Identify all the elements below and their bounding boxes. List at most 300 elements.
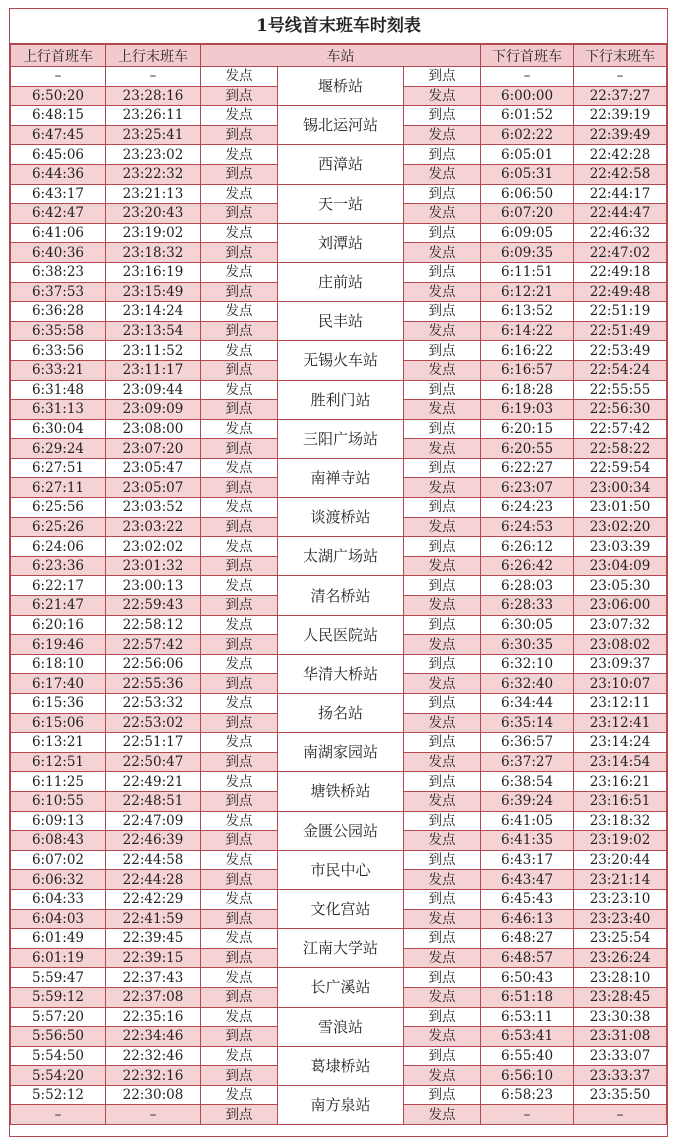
table-row [11,67,667,87]
up-last-time: 23:18:32 [106,243,201,263]
up-event: 到点 [201,556,278,576]
station-name: 民丰站 [278,302,404,341]
up-last-time: 23:08:00 [106,419,201,439]
up-first-time: 6:30:04 [11,419,106,439]
up-first-time: 5:57:20 [11,1007,106,1027]
station-name: 天一站 [278,184,404,223]
station-name: 葛埭桥站 [278,1046,404,1085]
down-last-time: 23:18:32 [574,811,667,831]
table-row [11,1007,667,1027]
table-row [11,498,667,518]
down-first-time: 6:56:10 [481,1066,574,1086]
up-first-time: 6:31:13 [11,400,106,420]
down-last-time: 22:49:18 [574,262,667,282]
timetable-sheet [9,8,668,1137]
up-event: 到点 [201,360,278,380]
up-last-time: 22:48:51 [106,791,201,811]
down-first-time: 6:39:24 [481,791,574,811]
station-name: 太湖广场站 [278,537,404,576]
up-last-time: 22:53:32 [106,694,201,714]
up-last-time: 22:32:46 [106,1046,201,1066]
down-event: 发点 [404,948,481,968]
down-first-time: – [481,1105,574,1125]
down-event: 到点 [404,772,481,792]
table-row [11,1085,667,1105]
up-last-time: 23:01:32 [106,556,201,576]
down-event: 到点 [404,1085,481,1105]
down-event: 到点 [404,929,481,949]
down-event: 到点 [404,889,481,909]
down-last-time: 23:21:14 [574,870,667,890]
up-first-time: 6:13:21 [11,733,106,753]
up-event: 到点 [201,164,278,184]
down-event: 到点 [404,106,481,126]
down-event: 到点 [404,341,481,361]
up-first-time: 6:27:51 [11,458,106,478]
up-first-time: 5:54:20 [11,1066,106,1086]
down-first-time: 6:07:20 [481,204,574,224]
table-row [11,145,667,165]
down-last-time: 23:04:09 [574,556,667,576]
down-event: 到点 [404,537,481,557]
table-row [11,302,667,322]
up-event: 到点 [201,791,278,811]
up-first-time: 6:19:46 [11,635,106,655]
down-first-time: 6:30:05 [481,615,574,635]
up-last-time: 22:51:17 [106,733,201,753]
up-last-time: 22:32:16 [106,1066,201,1086]
up-event: 到点 [201,909,278,929]
up-last-time: 22:41:59 [106,909,201,929]
up-first-time: 6:41:06 [11,223,106,243]
up-first-time: 6:33:21 [11,360,106,380]
header-down-first: 下行首班车 [481,45,574,67]
up-last-time: 22:46:39 [106,831,201,851]
header-up-first: 上行首班车 [11,45,106,67]
up-event: 发点 [201,576,278,596]
up-last-time: 23:21:13 [106,184,201,204]
down-last-time: 22:54:24 [574,360,667,380]
down-last-time: 23:06:00 [574,596,667,616]
down-event: 发点 [404,1027,481,1047]
down-event: 发点 [404,243,481,263]
down-event: 发点 [404,282,481,302]
down-last-time: 22:51:49 [574,321,667,341]
down-event: 发点 [404,635,481,655]
down-first-time: 6:37:27 [481,752,574,772]
up-first-time: 6:11:25 [11,772,106,792]
down-event: 到点 [404,458,481,478]
up-last-time: 22:57:42 [106,635,201,655]
down-last-time: 23:14:24 [574,733,667,753]
down-first-time: 6:43:47 [481,870,574,890]
up-first-time: 6:42:47 [11,204,106,224]
up-last-time: 23:26:11 [106,106,201,126]
timetable-body [11,67,667,1125]
down-last-time: 23:28:10 [574,968,667,988]
up-event: 到点 [201,478,278,498]
down-event: 发点 [404,831,481,851]
down-last-time: 22:55:55 [574,380,667,400]
up-event: 发点 [201,968,278,988]
down-event: 发点 [404,321,481,341]
table-row [11,537,667,557]
up-last-time: 23:19:02 [106,223,201,243]
header-station: 车站 [201,45,481,67]
up-event: 到点 [201,1105,278,1125]
up-event: 发点 [201,537,278,557]
down-last-time: 23:12:41 [574,713,667,733]
down-event: 到点 [404,302,481,322]
down-first-time: 6:48:27 [481,929,574,949]
down-first-time: 6:32:10 [481,654,574,674]
down-event: 到点 [404,223,481,243]
header-up-last: 上行末班车 [106,45,201,67]
down-first-time: 6:20:15 [481,419,574,439]
up-first-time: 6:08:43 [11,831,106,851]
down-event: 到点 [404,145,481,165]
down-last-time: – [574,67,667,87]
down-event: 发点 [404,674,481,694]
station-name: 胜利门站 [278,380,404,419]
down-first-time: 6:32:40 [481,674,574,694]
up-last-time: 22:49:21 [106,772,201,792]
station-name: 江南大学站 [278,929,404,968]
up-event: 到点 [201,635,278,655]
up-first-time: 6:01:19 [11,948,106,968]
down-last-time: 23:16:21 [574,772,667,792]
table-row [11,811,667,831]
down-first-time: 6:01:52 [481,106,574,126]
up-event: 到点 [201,752,278,772]
down-last-time: 22:39:49 [574,125,667,145]
up-last-time: 22:30:08 [106,1085,201,1105]
down-event: 发点 [404,791,481,811]
up-event: 到点 [201,596,278,616]
up-event: 到点 [201,125,278,145]
timetable [10,44,667,1125]
up-last-time: 23:09:09 [106,400,201,420]
down-last-time: 23:25:54 [574,929,667,949]
down-event: 到点 [404,576,481,596]
down-first-time: 6:30:35 [481,635,574,655]
down-first-time: 6:09:05 [481,223,574,243]
down-last-time: 23:12:11 [574,694,667,714]
down-last-time: 23:23:10 [574,889,667,909]
up-first-time: 6:31:48 [11,380,106,400]
table-row [11,419,667,439]
table-row [11,615,667,635]
down-first-time: 6:36:57 [481,733,574,753]
up-last-time: – [106,1105,201,1125]
table-row [11,106,667,126]
down-first-time: 6:41:35 [481,831,574,851]
up-first-time: 6:47:45 [11,125,106,145]
station-name: 市民中心 [278,850,404,889]
up-first-time: 6:01:49 [11,929,106,949]
station-name: 文化宫站 [278,889,404,928]
up-last-time: 23:05:47 [106,458,201,478]
down-first-time: 6:51:18 [481,987,574,1007]
up-event: 到点 [201,243,278,263]
station-name: 长广溪站 [278,968,404,1007]
up-event: 发点 [201,67,278,87]
up-first-time: 6:18:10 [11,654,106,674]
down-event: 到点 [404,1046,481,1066]
down-last-time: 23:33:07 [574,1046,667,1066]
down-event: 到点 [404,1007,481,1027]
up-first-time: 6:40:36 [11,243,106,263]
table-row [11,694,667,714]
down-first-time: 6:16:57 [481,360,574,380]
up-first-time: 6:44:36 [11,164,106,184]
table-row [11,929,667,949]
up-event: 发点 [201,1085,278,1105]
down-last-time: 22:39:19 [574,106,667,126]
down-first-time: 6:05:01 [481,145,574,165]
station-name: 清名桥站 [278,576,404,615]
up-event: 发点 [201,341,278,361]
up-first-time: 6:04:03 [11,909,106,929]
down-last-time: 23:10:07 [574,674,667,694]
table-row [11,1046,667,1066]
up-event: 到点 [201,948,278,968]
down-first-time: 6:16:22 [481,341,574,361]
station-name: 无锡火车站 [278,341,404,380]
down-event: 到点 [404,615,481,635]
down-event: 发点 [404,517,481,537]
down-first-time: 6:24:53 [481,517,574,537]
up-last-time: 22:34:46 [106,1027,201,1047]
up-first-time: 6:20:16 [11,615,106,635]
up-event: 发点 [201,302,278,322]
down-first-time: 6:46:13 [481,909,574,929]
up-event: 到点 [201,282,278,302]
down-first-time: 6:02:22 [481,125,574,145]
down-event: 到点 [404,654,481,674]
down-first-time: 6:28:03 [481,576,574,596]
down-last-time: 23:28:45 [574,987,667,1007]
down-last-time: 23:14:54 [574,752,667,772]
up-event: 发点 [201,262,278,282]
up-event: 到点 [201,204,278,224]
down-event: 到点 [404,733,481,753]
up-first-time: 6:04:33 [11,889,106,909]
up-event: 到点 [201,439,278,459]
down-event: 到点 [404,380,481,400]
down-first-time: 6:19:03 [481,400,574,420]
up-event: 发点 [201,811,278,831]
up-last-time: 22:42:29 [106,889,201,909]
down-last-time: 23:20:44 [574,850,667,870]
up-first-time: 5:59:12 [11,987,106,1007]
down-last-time: – [574,1105,667,1125]
down-first-time: 6:14:22 [481,321,574,341]
station-name: 雪浪站 [278,1007,404,1046]
up-last-time: 23:03:52 [106,498,201,518]
station-name: 谈渡桥站 [278,498,404,537]
down-event: 发点 [404,478,481,498]
up-event: 发点 [201,694,278,714]
down-event: 到点 [404,184,481,204]
down-first-time: 6:24:23 [481,498,574,518]
down-last-time: 23:26:24 [574,948,667,968]
down-first-time: 6:38:54 [481,772,574,792]
down-last-time: 23:16:51 [574,791,667,811]
up-last-time: 22:35:16 [106,1007,201,1027]
up-event: 到点 [201,987,278,1007]
station-name: 扬名站 [278,694,404,733]
table-row [11,654,667,674]
down-last-time: 23:33:37 [574,1066,667,1086]
down-event: 到点 [404,498,481,518]
down-event: 发点 [404,713,481,733]
down-first-time: 6:58:23 [481,1085,574,1105]
down-first-time: 6:05:31 [481,164,574,184]
up-first-time: 6:15:36 [11,694,106,714]
up-last-time: 22:39:45 [106,929,201,949]
up-last-time: 22:44:28 [106,870,201,890]
up-last-time: 23:02:02 [106,537,201,557]
down-last-time: 23:35:50 [574,1085,667,1105]
down-last-time: 22:46:32 [574,223,667,243]
up-first-time: 6:12:51 [11,752,106,772]
up-last-time: 22:47:09 [106,811,201,831]
up-event: 发点 [201,458,278,478]
up-event: 到点 [201,831,278,851]
up-first-time: 6:48:15 [11,106,106,126]
up-event: 到点 [201,1066,278,1086]
up-last-time: 22:56:06 [106,654,201,674]
up-last-time: 22:39:15 [106,948,201,968]
table-row [11,889,667,909]
table-row [11,850,667,870]
down-last-time: 23:08:02 [574,635,667,655]
page-title: 1号线首末班车时刻表 [10,9,667,44]
down-first-time: 6:06:50 [481,184,574,204]
station-name: 南湖家园站 [278,733,404,772]
down-first-time: 6:34:44 [481,694,574,714]
up-last-time: 23:09:44 [106,380,201,400]
up-last-time: 23:11:17 [106,360,201,380]
up-first-time: 6:17:40 [11,674,106,694]
down-last-time: 23:03:39 [574,537,667,557]
up-first-time: 6:27:11 [11,478,106,498]
down-event: 发点 [404,86,481,106]
up-last-time: 23:16:19 [106,262,201,282]
up-event: 发点 [201,184,278,204]
down-last-time: 22:44:47 [574,204,667,224]
up-last-time: 22:50:47 [106,752,201,772]
up-last-time: 23:25:41 [106,125,201,145]
up-first-time: 6:50:20 [11,86,106,106]
down-last-time: 22:47:02 [574,243,667,263]
up-event: 发点 [201,380,278,400]
up-event: 发点 [201,889,278,909]
down-last-time: 23:19:02 [574,831,667,851]
up-first-time: 6:29:24 [11,439,106,459]
up-event: 到点 [201,321,278,341]
up-first-time: 6:36:28 [11,302,106,322]
up-event: 发点 [201,733,278,753]
down-last-time: 23:01:50 [574,498,667,518]
up-last-time: 23:00:13 [106,576,201,596]
down-last-time: 22:44:17 [574,184,667,204]
up-last-time: – [106,67,201,87]
station-name: 人民医院站 [278,615,404,654]
up-last-time: 23:07:20 [106,439,201,459]
up-event: 发点 [201,419,278,439]
down-first-time: 6:45:43 [481,889,574,909]
down-first-time: 6:26:42 [481,556,574,576]
up-event: 发点 [201,850,278,870]
up-event: 到点 [201,86,278,106]
down-first-time: 6:53:41 [481,1027,574,1047]
station-name: 三阳广场站 [278,419,404,458]
up-event: 到点 [201,713,278,733]
station-name: 金匮公园站 [278,811,404,850]
station-name: 锡北运河站 [278,106,404,145]
down-last-time: 22:53:49 [574,341,667,361]
up-first-time: 6:37:53 [11,282,106,302]
station-name: 刘潭站 [278,223,404,262]
down-last-time: 22:58:22 [574,439,667,459]
up-event: 发点 [201,772,278,792]
up-event: 到点 [201,400,278,420]
up-first-time: 6:33:56 [11,341,106,361]
down-event: 发点 [404,870,481,890]
up-first-time: 6:38:23 [11,262,106,282]
down-first-time: 6:20:55 [481,439,574,459]
table-row [11,458,667,478]
up-first-time: 6:24:06 [11,537,106,557]
table-row [11,380,667,400]
down-event: 发点 [404,204,481,224]
down-event: 到点 [404,419,481,439]
up-event: 发点 [201,654,278,674]
up-last-time: 23:13:54 [106,321,201,341]
down-first-time: 6:41:05 [481,811,574,831]
up-last-time: 23:23:02 [106,145,201,165]
up-last-time: 22:53:02 [106,713,201,733]
down-event: 到点 [404,850,481,870]
down-first-time: 6:12:21 [481,282,574,302]
table-row [11,223,667,243]
up-event: 到点 [201,1027,278,1047]
up-first-time: – [11,67,106,87]
up-last-time: 23:22:32 [106,164,201,184]
down-first-time: 6:48:57 [481,948,574,968]
table-row [11,184,667,204]
up-event: 发点 [201,145,278,165]
up-first-time: 6:06:32 [11,870,106,890]
down-event: 到点 [404,67,481,87]
down-first-time: 6:22:27 [481,458,574,478]
down-last-time: 23:30:38 [574,1007,667,1027]
down-first-time: 6:53:11 [481,1007,574,1027]
down-event: 到点 [404,694,481,714]
table-row [11,576,667,596]
down-event: 发点 [404,909,481,929]
down-first-time: 6:28:33 [481,596,574,616]
up-event: 发点 [201,929,278,949]
up-event: 到点 [201,674,278,694]
down-first-time: 6:35:14 [481,713,574,733]
up-event: 发点 [201,106,278,126]
down-event: 发点 [404,400,481,420]
up-last-time: 22:37:43 [106,968,201,988]
down-first-time: 6:55:40 [481,1046,574,1066]
